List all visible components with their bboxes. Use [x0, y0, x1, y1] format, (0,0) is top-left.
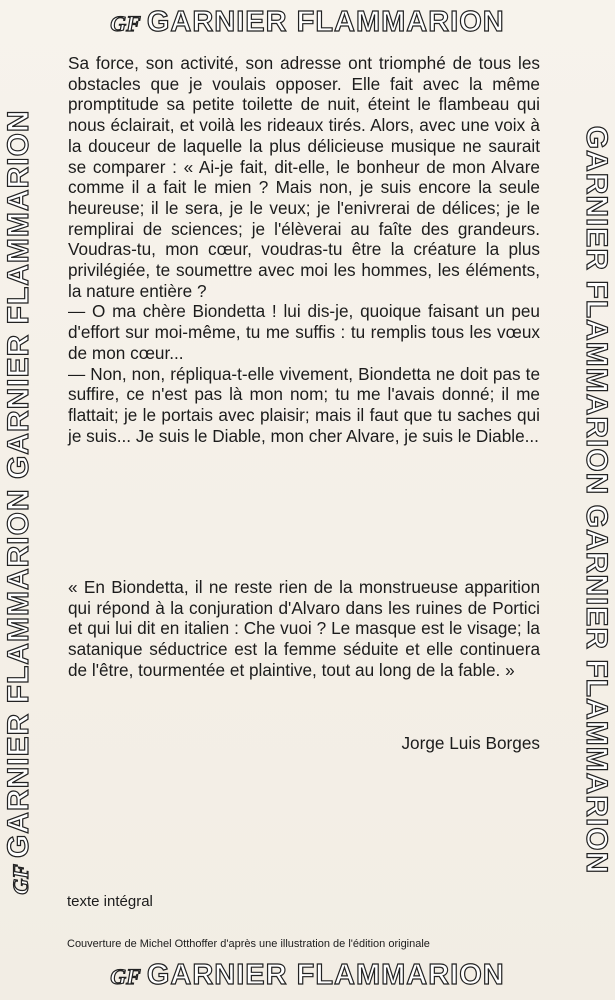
brand-banner-bottom	[6, 961, 609, 990]
brand-name-left: GARNIER FLAMMARION GARNIER FLAMMARION	[2, 109, 35, 859]
brand-name-bottom: GARNIER FLAMMARION	[146, 959, 505, 991]
edition-label: texte intégral	[67, 893, 153, 910]
publisher-logo-icon: GF	[110, 11, 141, 36]
cover-credits: Couverture de Michel Otthoffer d'après une illustration de l'édition originale	[67, 938, 430, 950]
brand-banner-right	[581, 40, 611, 960]
brand-banner-left	[4, 42, 34, 962]
critic-quote: « En Biondetta, il ne reste rien de la monstrueuse apparition qui répond à la conjuration d'Alvaro dans les ruines de Portici et qui lui dit en italien : Che vuoi ? Le masque est le visage; la satanique séductrice est la femme séduite et elle continuera de l'être, tourmentée et plaintive, tout au long de la fable. »	[68, 577, 540, 680]
excerpt-paragraph: — Non, non, répliqua-t-elle vivement, Biondetta ne doit pas te suffire, ce n'est pas là mon nom; tu me l'avais donné; il me flattait; je le portais avec plaisir; mais il faut que tu saches qui je suis... Je suis le Diable, mon cher Alvare, je suis le Diable...	[68, 363, 540, 446]
excerpt-paragraph: Sa force, son activité, son adresse ont triomphé de tous les obstacles que je voulais opposer. Elle fait avec la même promptitude sa petite toilette de nuit, éteint le flambeau qui nous éclairait, et voilà les rideaux tirés. Alors, avec une voix à la douceur de laquelle la plus délicieuse musique ne saurait se comparer : « Ai-je fait, dit-elle, le bonheur de mon Alvare comme il a fait le mien ? Mais non, je suis encore la seule heureuse; il le sera, je le veux; je l'enivrerai de délices; je le remplirai de sciences; je l'élèverai au faîte des grandeurs. Voudras-tu, mon cœur, voudras-tu être la créature la plus privilégiée, te soumettre avec moi les hommes, les éléments, la nature entière ?	[68, 53, 540, 301]
brand-name-right: GARNIER FLAMMARION GARNIER FLAMMARION	[580, 125, 613, 875]
book-excerpt	[68, 53, 540, 446]
brand-banner-top	[6, 8, 609, 37]
quote-author: Jorge Luis Borges	[401, 733, 540, 753]
publisher-logo-icon: GF	[110, 964, 141, 989]
publisher-logo-icon: GF	[8, 864, 33, 895]
excerpt-paragraph: — O ma chère Biondetta ! lui dis-je, quoique faisant un peu d'effort sur moi-même, tu me suffis : tu remplis tous les vœux de mon cœur...	[68, 301, 540, 363]
brand-name-top: GARNIER FLAMMARION	[146, 6, 505, 38]
